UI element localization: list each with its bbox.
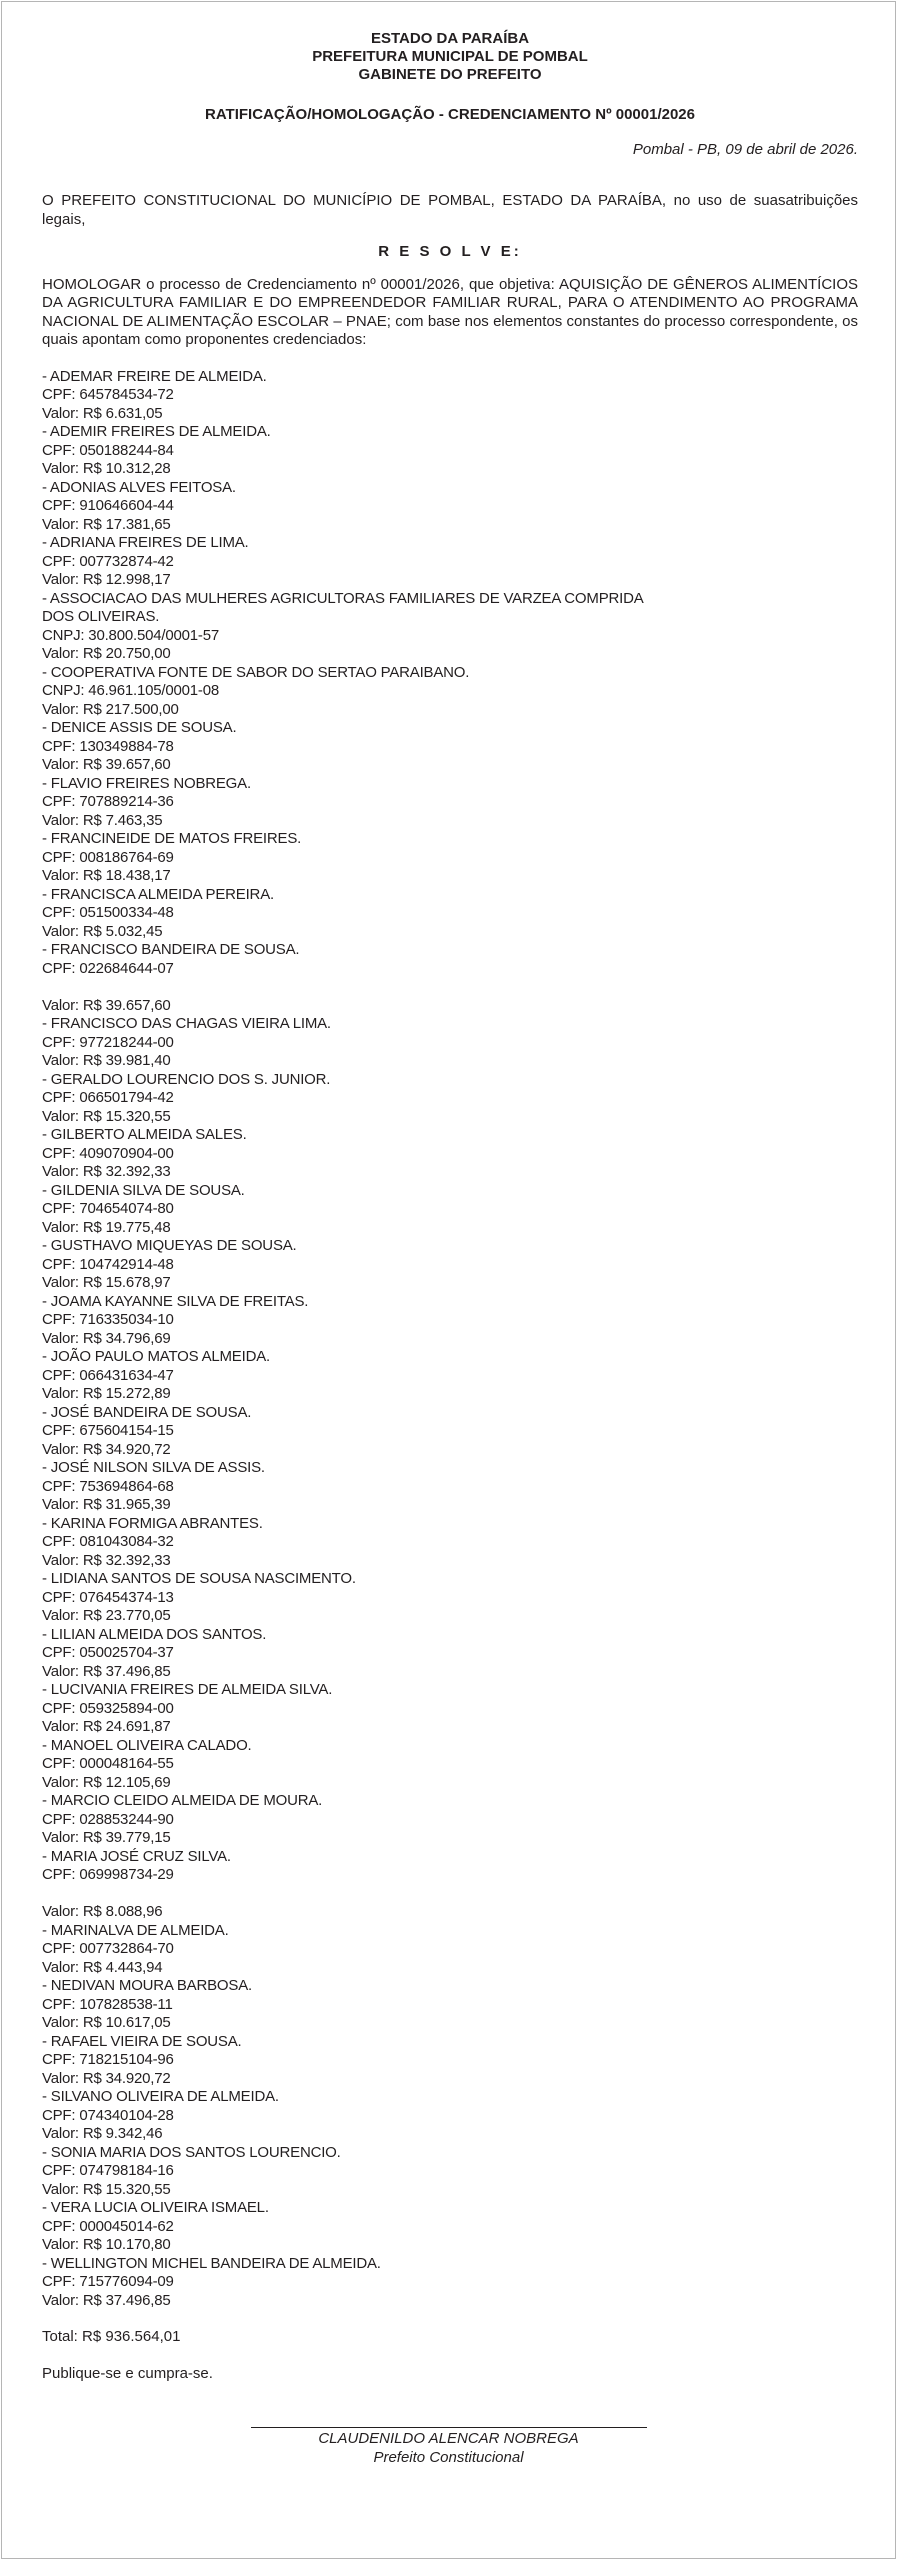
list-line: CPF: 069998734-29 xyxy=(42,1866,174,1883)
list-line: Valor: R$ 37.496,85 xyxy=(42,2291,171,2309)
list-line: CPF: 007732864-70 xyxy=(42,1940,174,1957)
list-line: - FRANCINEIDE DE MATOS FREIRES. xyxy=(42,830,302,847)
list-line: - GILBERTO ALMEIDA SALES. xyxy=(42,1126,247,1143)
credentialed-list xyxy=(42,368,858,2311)
list-line: CPF: 066431634-47 xyxy=(42,1366,174,1384)
list-line: - FRANCISCA ALMEIDA PEREIRA. xyxy=(42,885,274,903)
list-line xyxy=(42,978,858,997)
list-line: CPF: 645784534-72 xyxy=(42,386,174,403)
list-line: CPF: 050025704-37 xyxy=(42,1644,174,1661)
list-line: - JOSÉ BANDEIRA DE SOUSA. xyxy=(42,1403,252,1421)
list-line: - FLAVIO FREIRES NOBREGA. xyxy=(42,774,251,792)
list-line: Valor: R$ 34.920,72 xyxy=(42,1440,171,1458)
list-line: - FRANCISCO DAS CHAGAS VIEIRA LIMA. xyxy=(42,1015,331,1032)
document-page xyxy=(1,1,896,2559)
list-line: Valor: R$ 6.631,05 xyxy=(42,404,163,422)
signature-block xyxy=(2,2427,895,2467)
list-line: CPF: 007732874-42 xyxy=(42,552,174,570)
list-line: - COOPERATIVA FONTE DE SABOR DO SERTAO PARAIBANO. xyxy=(42,663,470,681)
list-line: Valor: R$ 15.272,89 xyxy=(42,1385,171,1402)
list-line: Valor: R$ 37.496,85 xyxy=(42,1662,171,1680)
list-line: - MANOEL OLIVEIRA CALADO. xyxy=(42,1736,252,1754)
list-line: CPF: 051500334-48 xyxy=(42,904,174,921)
list-line: CNPJ: 30.800.504/0001-57 xyxy=(42,626,219,644)
list-line: - SILVANO OLIVEIRA DE ALMEIDA. xyxy=(42,2088,279,2105)
list-line: - MARINALVA DE ALMEIDA. xyxy=(42,1921,229,1939)
list-line: - FRANCISCO BANDEIRA DE SOUSA. xyxy=(42,941,300,958)
list-line: - JOÃO PAULO MATOS ALMEIDA. xyxy=(42,1348,270,1365)
list-line: CPF: 104742914-48 xyxy=(42,1255,174,1273)
list-line: - VERA LUCIA OLIVEIRA ISMAEL. xyxy=(42,2199,269,2216)
list-line: CPF: 707889214-36 xyxy=(42,793,174,810)
list-line: Valor: R$ 17.381,65 xyxy=(42,515,171,533)
list-line: CPF: 000048164-55 xyxy=(42,1755,174,1772)
list-line: CPF: 059325894-00 xyxy=(42,1699,174,1717)
list-line: Valor: R$ 8.088,96 xyxy=(42,1903,163,1920)
list-line: - JOAMA KAYANNE SILVA DE FREITAS. xyxy=(42,1292,309,1310)
header-office: GABINETE DO PREFEITO xyxy=(358,66,542,83)
list-line: - WELLINGTON MICHEL BANDEIRA DE ALMEIDA. xyxy=(42,2254,381,2272)
list-line: Valor: R$ 32.392,33 xyxy=(42,1551,171,1569)
list-line: - MARIA JOSÉ CRUZ SILVA. xyxy=(42,1847,231,1865)
list-line: - ADEMIR FREIRES DE ALMEIDA. xyxy=(42,423,271,440)
list-line: Valor: R$ 23.770,05 xyxy=(42,1607,171,1624)
list-line xyxy=(42,1885,858,1904)
list-line: CPF: 130349884-78 xyxy=(42,737,174,755)
list-line: Valor: R$ 19.775,48 xyxy=(42,1218,171,1236)
list-line: Valor: R$ 5.032,45 xyxy=(42,922,163,940)
list-line: CPF: 715776094-09 xyxy=(42,2273,174,2290)
list-line: CPF: 704654074-80 xyxy=(42,1200,174,1217)
signature-name: CLAUDENILDO ALENCAR NOBREGA xyxy=(318,2430,579,2447)
list-line: Valor: R$ 15.678,97 xyxy=(42,1274,171,1291)
list-line: CPF: 008186764-69 xyxy=(42,848,174,866)
list-line: Valor: R$ 39.657,60 xyxy=(42,996,171,1014)
resolve-heading: R E S O L V E: xyxy=(378,243,522,260)
list-line: Valor: R$ 18.438,17 xyxy=(42,867,171,884)
list-line: - ADONIAS ALVES FEITOSA. xyxy=(42,478,236,496)
document-title: RATIFICAÇÃO/HOMOLOGAÇÃO - CREDENCIAMENTO Nº 00001/2026 xyxy=(205,106,695,123)
list-line: Valor: R$ 24.691,87 xyxy=(42,1718,171,1735)
list-line: Valor: R$ 217.500,00 xyxy=(42,700,179,718)
list-line: CPF: 076454374-13 xyxy=(42,1588,174,1606)
list-line: Valor: R$ 31.965,39 xyxy=(42,1496,171,1513)
list-line: CPF: 050188244-84 xyxy=(42,441,174,459)
list-line: - KARINA FORMIGA ABRANTES. xyxy=(42,1514,263,1532)
list-line: Valor: R$ 39.657,60 xyxy=(42,756,171,773)
body-paragraph: HOMOLOGAR o processo de Credenciamento nº 00001/2026, que objetiva: AQUISIÇÃO DE GÊNEROS ALIMENTÍCIOS DA AGRICULTURA FAMILIAR E DO EMPREENDEDOR FAMILIAR RURAL, PARA O ATENDIMENTO AO PROGRAMA NACIONAL DE ALIMENTAÇÃO ESCOLAR – PNAE; com base nos elementos constantes do processo correspondente, os quais apontam como proponentes credenciados: xyxy=(42,275,858,348)
list-line: CPF: 074340104-28 xyxy=(42,2106,174,2124)
list-line: Valor: R$ 12.105,69 xyxy=(42,1773,171,1791)
list-line: Valor: R$ 20.750,00 xyxy=(42,645,171,662)
list-line: - MARCIO CLEIDO ALMEIDA DE MOURA. xyxy=(42,1792,323,1809)
list-line: CPF: 028853244-90 xyxy=(42,1810,174,1828)
list-line: CPF: 910646604-44 xyxy=(42,497,174,514)
list-line: - LIDIANA SANTOS DE SOUSA NASCIMENTO. xyxy=(42,1570,356,1587)
signature-line xyxy=(251,2427,647,2428)
list-line: - GERALDO LOURENCIO DOS S. JUNIOR. xyxy=(42,1070,331,1088)
list-line: DOS OLIVEIRAS. xyxy=(42,608,160,625)
publish-note: Publique-se e cumpra-se. xyxy=(42,2364,213,2382)
list-line: CPF: 022684644-07 xyxy=(42,959,174,977)
list-line: - GILDENIA SILVA DE SOUSA. xyxy=(42,1181,245,1199)
list-line: Valor: R$ 9.342,46 xyxy=(42,2125,163,2142)
list-line: CPF: 675604154-15 xyxy=(42,1422,174,1439)
list-line: Valor: R$ 34.796,69 xyxy=(42,1329,171,1347)
header-state: ESTADO DA PARAÍBA xyxy=(370,30,530,47)
list-line: - LUCIVANIA FREIRES DE ALMEIDA SILVA. xyxy=(42,1681,333,1698)
list-line: Valor: R$ 39.981,40 xyxy=(42,1052,171,1069)
list-line: - DENICE ASSIS DE SOUSA. xyxy=(42,719,237,736)
list-line: CPF: 977218244-00 xyxy=(42,1033,174,1051)
list-line: CPF: 409070904-00 xyxy=(42,1144,174,1162)
header xyxy=(42,30,858,84)
list-line: Valor: R$ 12.998,17 xyxy=(42,571,171,588)
list-line: CPF: 107828538-11 xyxy=(42,1995,173,2013)
document-date: Pombal - PB, 09 de abril de 2026. xyxy=(632,140,858,158)
signature-role: Prefeito Constitucional xyxy=(373,2448,524,2466)
document-content xyxy=(42,30,858,2383)
list-line: - GUSTHAVO MIQUEYAS DE SOUSA. xyxy=(42,1237,297,1254)
list-line: Valor: R$ 4.443,94 xyxy=(42,1958,163,1976)
list-line: CPF: 074798184-16 xyxy=(42,2162,174,2179)
list-line: Valor: R$ 34.920,72 xyxy=(42,2069,171,2087)
list-line: - JOSÉ NILSON SILVA DE ASSIS. xyxy=(42,1459,265,1476)
list-line: CPF: 716335034-10 xyxy=(42,1311,174,1328)
total-amount: Total: R$ 936.564,01 xyxy=(42,2328,181,2345)
list-line: Valor: R$ 10.617,05 xyxy=(42,2014,171,2031)
list-line: Valor: R$ 10.170,80 xyxy=(42,2236,171,2253)
list-line: - ADRIANA FREIRES DE LIMA. xyxy=(42,534,249,551)
list-line: CNPJ: 46.961.105/0001-08 xyxy=(42,682,219,699)
list-line: CPF: 081043084-32 xyxy=(42,1533,174,1550)
list-line: CPF: 718215104-96 xyxy=(42,2051,174,2068)
list-line: - LILIAN ALMEIDA DOS SANTOS. xyxy=(42,1625,267,1643)
list-line: CPF: 000045014-62 xyxy=(42,2217,174,2235)
list-line: Valor: R$ 7.463,35 xyxy=(42,811,163,829)
list-line: - SONIA MARIA DOS SANTOS LOURENCIO. xyxy=(42,2143,341,2161)
list-line: Valor: R$ 32.392,33 xyxy=(42,1163,171,1180)
list-line: Valor: R$ 15.320,55 xyxy=(42,2180,171,2198)
list-line: - NEDIVAN MOURA BARBOSA. xyxy=(42,1977,252,1994)
list-line: Valor: R$ 10.312,28 xyxy=(42,460,171,477)
list-line: Valor: R$ 39.779,15 xyxy=(42,1829,171,1846)
list-line: - ADEMAR FREIRE DE ALMEIDA. xyxy=(42,367,267,385)
intro-paragraph: O PREFEITO CONSTITUCIONAL DO MUNICÍPIO DE POMBAL, ESTADO DA PARAÍBA, no uso de suasatribuições legais, xyxy=(42,192,858,228)
list-line: CPF: 066501794-42 xyxy=(42,1089,174,1106)
header-city-hall: PREFEITURA MUNICIPAL DE POMBAL xyxy=(312,48,588,65)
list-line: - RAFAEL VIEIRA DE SOUSA. xyxy=(42,2032,242,2050)
list-line: - ASSOCIACAO DAS MULHERES AGRICULTORAS FAMILIARES DE VARZEA COMPRIDA xyxy=(42,589,644,607)
list-line: CPF: 753694864-68 xyxy=(42,1477,174,1495)
list-line: Valor: R$ 15.320,55 xyxy=(42,1107,171,1125)
